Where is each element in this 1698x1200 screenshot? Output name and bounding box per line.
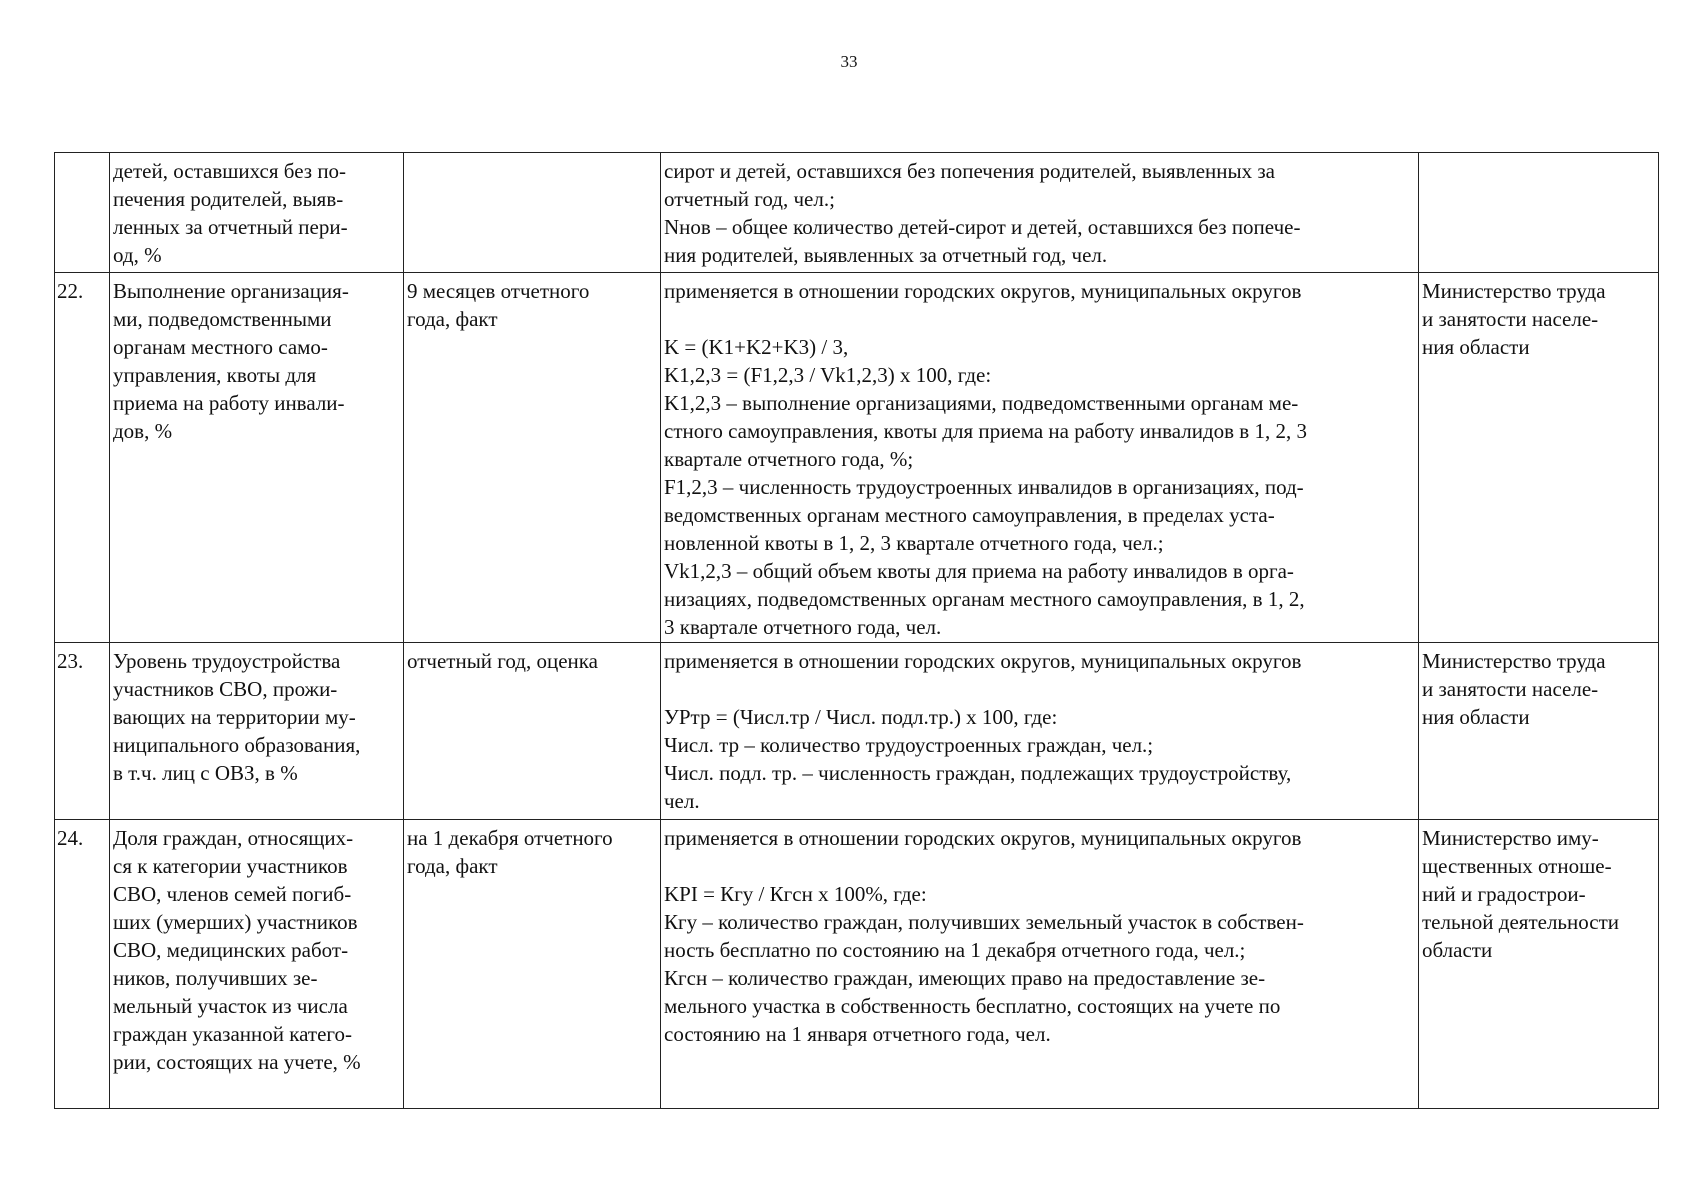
text-line: ность бесплатно по состоянию на 1 декабря отчетного года, чел.; bbox=[664, 938, 1246, 962]
text-line: Кгу – количество граждан, получивших земельный участок в собствен- bbox=[664, 910, 1304, 934]
responsible-body bbox=[1419, 820, 1659, 1109]
row-number: 22. bbox=[55, 273, 110, 643]
text-line: Кгсн – количество граждан, имеющих право на предоставление зе- bbox=[664, 966, 1266, 990]
indicator-name bbox=[110, 643, 404, 820]
calculation-method bbox=[661, 643, 1419, 820]
text-line: дов, % bbox=[113, 419, 173, 443]
text-line: Выполнение организация- bbox=[113, 279, 349, 303]
text-line: Министерство труда bbox=[1422, 649, 1606, 673]
text-line: участников СВО, прожи- bbox=[113, 677, 338, 701]
table-row bbox=[55, 643, 1659, 820]
text-line: граждан указанной катего- bbox=[113, 1022, 352, 1046]
text-line: ся к категории участников bbox=[113, 854, 348, 878]
text-line: применяется в отношении городских округов, муниципальных округов bbox=[664, 826, 1302, 850]
blank-line bbox=[664, 675, 1415, 703]
text-line: чел. bbox=[664, 789, 700, 813]
text-line: Числ. тр – количество трудоустроенных граждан, чел.; bbox=[664, 733, 1154, 757]
text-line: отчетный год, оценка bbox=[407, 649, 598, 673]
text-line: Vk1,2,3 – общий объем квоты для приема на работу инвалидов в орга- bbox=[664, 559, 1294, 583]
indicator-name bbox=[110, 273, 404, 643]
text-line: Уровень трудоустройства bbox=[113, 649, 341, 673]
text-line: ния области bbox=[1422, 705, 1530, 729]
reporting-period bbox=[404, 820, 661, 1109]
text-line: K = (K1+K2+K3) / 3, bbox=[664, 335, 849, 359]
text-line: применяется в отношении городских округов, муниципальных округов bbox=[664, 279, 1302, 303]
text-line: ведомственных органам местного самоуправления, в пределах уста- bbox=[664, 503, 1275, 527]
text-line: ших (умерших) участников bbox=[113, 910, 358, 934]
text-line: года, факт bbox=[407, 307, 498, 331]
text-line: ниципального образования, bbox=[113, 733, 361, 757]
text-line: ми, подведомственными bbox=[113, 307, 332, 331]
text-line: рии, состоящих на учете, % bbox=[113, 1050, 361, 1074]
text-line: Nнов – общее количество детей-сирот и детей, оставшихся без попече- bbox=[664, 215, 1301, 239]
text-line: ленных за отчетный пери- bbox=[113, 215, 348, 239]
text-line: тельной деятельности bbox=[1422, 910, 1619, 934]
row-number: 24. bbox=[55, 820, 110, 1109]
text-line: мельный участок из числа bbox=[113, 994, 348, 1018]
text-line: управления, квоты для bbox=[113, 363, 317, 387]
text-line: ния родителей, выявленных за отчетный год, чел. bbox=[664, 243, 1108, 267]
text-line: вающих на территории му- bbox=[113, 705, 356, 729]
text-line: года, факт bbox=[407, 854, 498, 878]
text-line: од, % bbox=[113, 243, 162, 267]
text-line: низациях, подведомственных органам местного самоуправления, в 1, 2, bbox=[664, 587, 1305, 611]
text-line: и занятости населе- bbox=[1422, 677, 1599, 701]
text-line: K1,2,3 = (F1,2,3 / Vk1,2,3) х 100, где: bbox=[664, 363, 992, 387]
text-line: УРтр = (Числ.тр / Числ. подл.тр.) х 100, где: bbox=[664, 705, 1058, 729]
blank-line bbox=[664, 305, 1415, 333]
table-row bbox=[55, 153, 1659, 273]
text-line: стного самоуправления, квоты для приема на работу инвалидов в 1, 2, 3 bbox=[664, 419, 1307, 443]
text-line: приема на работу инвали- bbox=[113, 391, 345, 415]
text-line: на 1 декабря отчетного bbox=[407, 826, 613, 850]
text-line: K1,2,3 – выполнение организациями, подведомственными органам ме- bbox=[664, 391, 1299, 415]
text-line: ния области bbox=[1422, 335, 1530, 359]
calculation-method bbox=[661, 273, 1419, 643]
text-line: применяется в отношении городских округов, муниципальных округов bbox=[664, 649, 1302, 673]
text-line: мельного участка в собственность бесплатно, состоящих на учете по bbox=[664, 994, 1281, 1018]
page-number: 33 bbox=[840, 52, 858, 71]
row-number bbox=[55, 153, 110, 273]
text-line: Министерство труда bbox=[1422, 279, 1606, 303]
text-line: ников, получивших зе- bbox=[113, 966, 318, 990]
reporting-period bbox=[404, 273, 661, 643]
text-line: ний и градострои- bbox=[1422, 882, 1586, 906]
text-line: щественных отноше- bbox=[1422, 854, 1612, 878]
reporting-period bbox=[404, 643, 661, 820]
text-line: отчетный год, чел.; bbox=[664, 187, 835, 211]
text-line: печения родителей, выяв- bbox=[113, 187, 344, 211]
indicator-name bbox=[110, 153, 404, 273]
row-number: 23. bbox=[55, 643, 110, 820]
calculation-method bbox=[661, 820, 1419, 1109]
responsible-body bbox=[1419, 153, 1659, 273]
text-line: области bbox=[1422, 938, 1493, 962]
blank-line bbox=[664, 852, 1415, 880]
indicator-name bbox=[110, 820, 404, 1109]
text-line: сирот и детей, оставшихся без попечения родителей, выявленных за bbox=[664, 159, 1275, 183]
responsible-body bbox=[1419, 273, 1659, 643]
text-line: состоянию на 1 января отчетного года, чел. bbox=[664, 1022, 1051, 1046]
table-row bbox=[55, 820, 1659, 1109]
text-line: F1,2,3 – численность трудоустроенных инвалидов в организациях, под- bbox=[664, 475, 1304, 499]
text-line: органам местного само- bbox=[113, 335, 328, 359]
text-line: Министерство иму- bbox=[1422, 826, 1599, 850]
text-line: квартале отчетного года, %; bbox=[664, 447, 914, 471]
text-line: и занятости населе- bbox=[1422, 307, 1599, 331]
text-line: СВО, медицинских работ- bbox=[113, 938, 349, 962]
text-line: детей, оставшихся без по- bbox=[113, 159, 347, 183]
table-row bbox=[55, 273, 1659, 643]
text-line: Числ. подл. тр. – численность граждан, подлежащих трудоустройству, bbox=[664, 761, 1292, 785]
text-line: новленной квоты в 1, 2, 3 квартале отчетного года, чел.; bbox=[664, 531, 1164, 555]
indicators-table bbox=[54, 152, 1659, 1109]
calculation-method bbox=[661, 153, 1419, 273]
text-line: 9 месяцев отчетного bbox=[407, 279, 590, 303]
text-line: Доля граждан, относящих- bbox=[113, 826, 354, 850]
responsible-body bbox=[1419, 643, 1659, 820]
text-line: в т.ч. лиц с ОВЗ, в % bbox=[113, 761, 298, 785]
text-line: KPI = Кгу / Кгсн х 100%, где: bbox=[664, 882, 927, 906]
reporting-period bbox=[404, 153, 661, 273]
text-line: СВО, членов семей погиб- bbox=[113, 882, 352, 906]
text-line: 3 квартале отчетного года, чел. bbox=[664, 615, 942, 639]
